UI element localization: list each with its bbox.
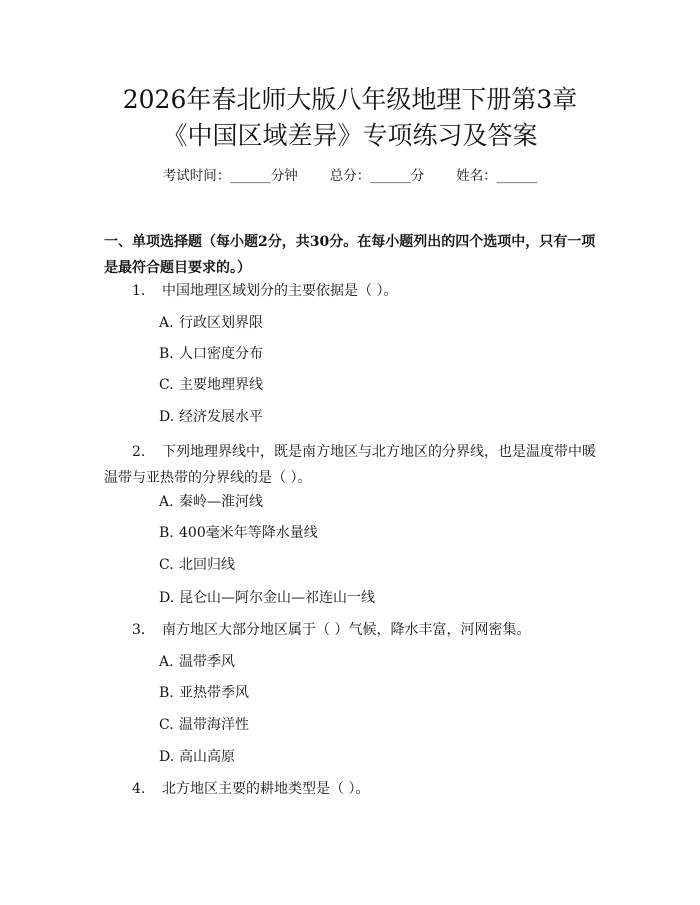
option-2a: [159, 495, 263, 509]
option-letter: A.: [159, 315, 174, 331]
option-text: 温带海洋性: [179, 717, 249, 733]
question-number: 4.: [132, 781, 146, 797]
question-text: 中国地理区域划分的主要依据是（ ）。: [162, 283, 398, 299]
exam-info-line: [0, 170, 700, 184]
option-letter: C.: [159, 717, 174, 733]
option-text: 行政区划界限: [179, 315, 263, 331]
option-text: 高山高原: [179, 749, 235, 765]
question-2: [104, 439, 604, 491]
option-text: 昆仑山—阿尔金山—祁连山一线: [179, 590, 375, 606]
question-1: [104, 278, 604, 304]
option-1c: [159, 378, 263, 392]
option-text: 秦岭—淮河线: [179, 494, 263, 510]
option-text: 400毫米年等降水量线: [179, 525, 318, 541]
section-heading: 一、单项选择题（每小题2分，共30分。在每小题列出的四个选项中，只有一项是最符合题目要求的。）: [104, 234, 596, 276]
option-letter: C.: [159, 377, 174, 393]
option-3a: [159, 655, 235, 669]
option-1b: [159, 347, 263, 361]
option-letter: C.: [159, 557, 174, 573]
student-name-field: 姓名：______: [456, 168, 538, 184]
option-2b: [159, 526, 318, 540]
option-3d: [159, 750, 235, 764]
option-letter: B.: [159, 525, 174, 541]
option-text: 经济发展水平: [179, 409, 263, 425]
question-4: [104, 776, 604, 802]
option-2c: [159, 558, 235, 572]
option-text: 温带季风: [179, 654, 235, 670]
option-text: 人口密度分布: [179, 346, 263, 362]
question-number: 1.: [132, 283, 146, 299]
total-score-field: 总分：______分: [329, 168, 425, 184]
option-letter: A.: [159, 654, 174, 670]
option-text: 主要地理界线: [179, 377, 263, 393]
option-letter: B.: [159, 346, 174, 362]
document-title-line-2: 《中国区域差异》专项练习及答案: [162, 121, 538, 150]
question-text: 下列地理界线中，既是南方地区与北方地区的分界线，也是温度带中暖温带与亚热带的分界线的是（ ）。: [104, 444, 596, 486]
question-text: 南方地区大部分地区属于（ ）气候，降水丰富，河网密集。: [162, 622, 531, 638]
option-text: 亚热带季风: [179, 685, 249, 701]
option-letter: D.: [159, 409, 175, 425]
option-text: 北回归线: [179, 557, 235, 573]
question-text: 北方地区主要的耕地类型是（ ）。: [162, 781, 370, 797]
question-number: 3.: [132, 622, 146, 638]
option-1a: [159, 316, 263, 330]
option-letter: A.: [159, 494, 174, 510]
option-3c: [159, 718, 249, 732]
option-2d: [159, 591, 375, 605]
document-title-line-1: 2026年春北师大版八年级地理下册第3章: [122, 85, 578, 114]
option-3b: [159, 686, 249, 700]
option-letter: D.: [159, 590, 175, 606]
option-letter: B.: [159, 685, 174, 701]
exam-time-field: 考试时间：______分钟: [162, 168, 298, 184]
question-3: [104, 617, 604, 643]
option-1d: [159, 410, 263, 424]
option-letter: D.: [159, 749, 175, 765]
question-number: 2.: [132, 444, 146, 460]
